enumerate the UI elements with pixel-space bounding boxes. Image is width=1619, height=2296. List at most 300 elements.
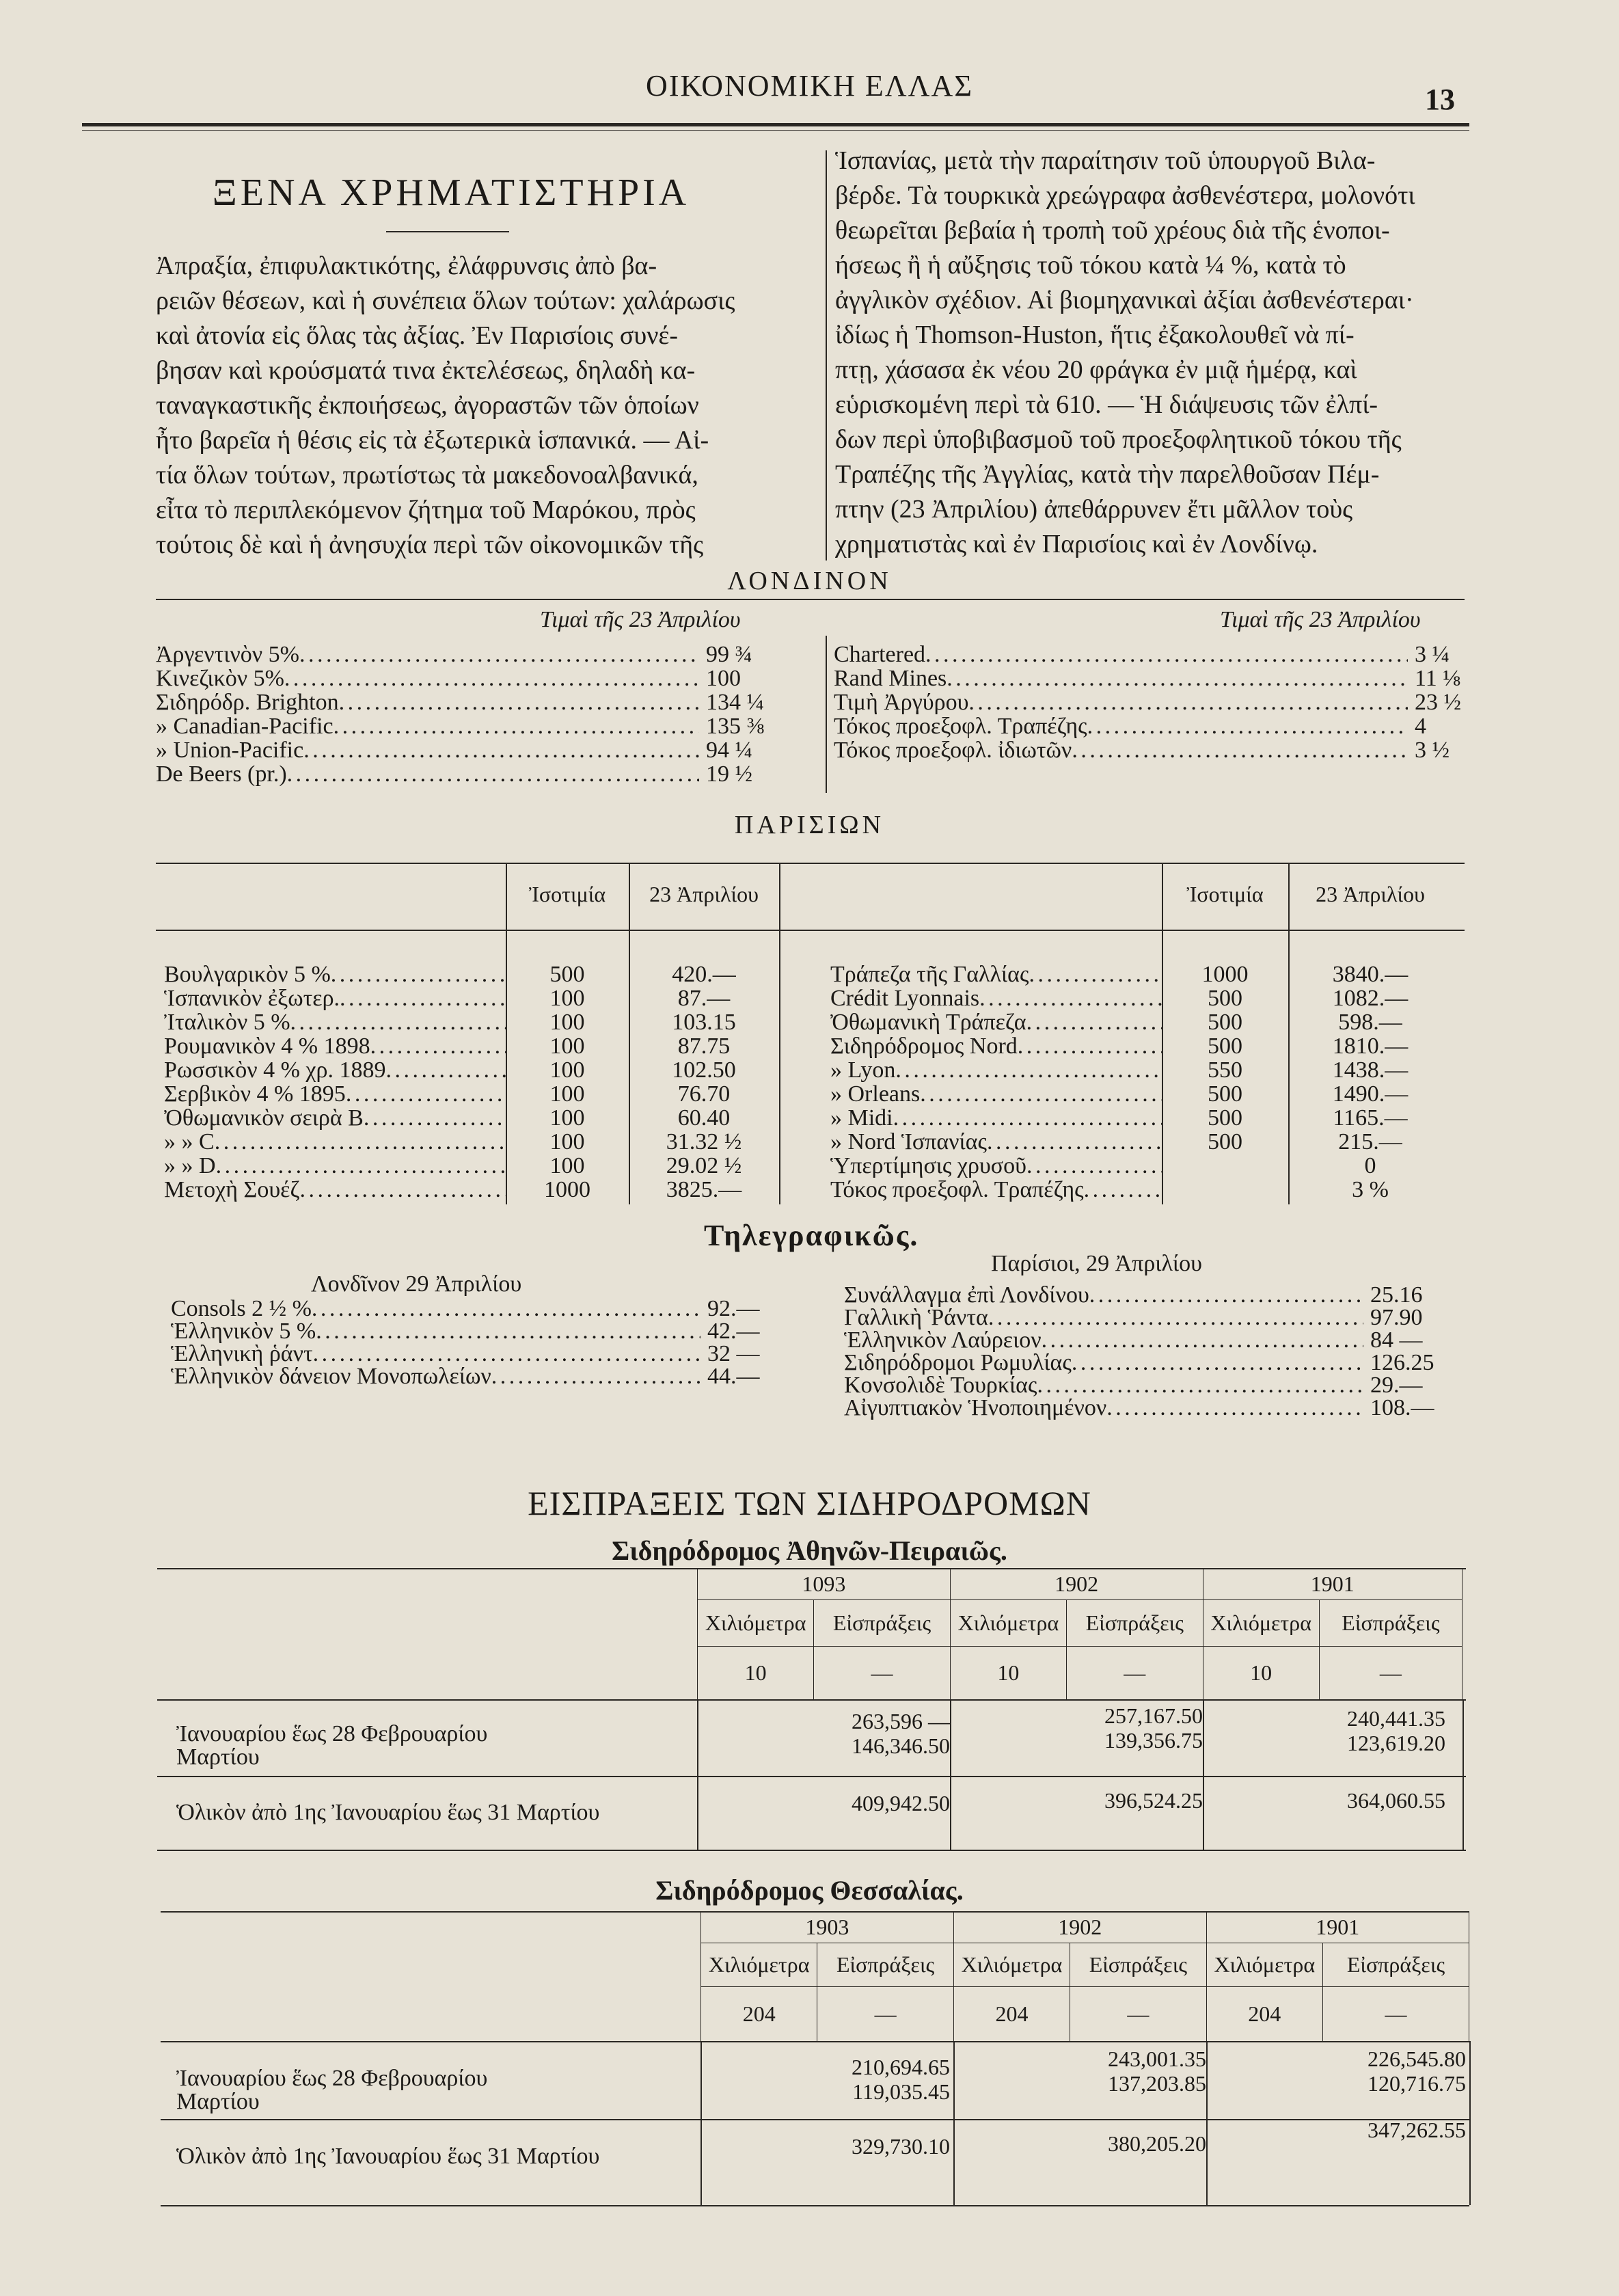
article-text-line: ἰδίως ἡ Thomson-Huston, ἥτις ἐξακολουθεῖ νὰ πί-	[835, 321, 1355, 349]
paris-left-row-par: 100	[549, 1034, 585, 1059]
telegram-london-row	[171, 1320, 786, 1342]
telegram-paris-row-label: Σιδηρόδρομοι Ρωμυλίας	[844, 1350, 1072, 1375]
telegram-paris-row-value: 108.—	[1370, 1395, 1434, 1420]
paris-left-row-price: 60.40	[677, 1105, 731, 1131]
telegram-paris-row-value: 25.16	[1370, 1282, 1423, 1308]
athens-km: 10	[950, 1647, 1066, 1700]
london-right-row	[834, 690, 1462, 714]
athens-col-line	[1203, 1699, 1204, 1850]
dot-leader	[215, 1130, 506, 1154]
athens-col-line	[950, 1699, 951, 1850]
paris-left-row-price: 102.50	[672, 1057, 736, 1083]
telegram-paris-row-label: Ἑλληνικὸν Λαύρειον	[844, 1327, 1042, 1353]
telegram-london-row-label: Ἑλληνικὴ ῥάντ	[171, 1341, 313, 1366]
london-right-row-value: 3 ¼	[1415, 642, 1450, 667]
athens-rule-mid	[157, 1699, 1466, 1701]
london-left-row-label: » Canadian-Pacific	[156, 714, 334, 739]
telegram-paris-row	[844, 1329, 1445, 1351]
paris-right-row-price: 3840.—	[1332, 962, 1409, 987]
athens-rule-total	[157, 1776, 1466, 1777]
telegram-paris-row	[844, 1284, 1445, 1306]
paris-left-row-par: 100	[549, 1129, 585, 1154]
athens-km-header: Χιλιόμετρα	[1203, 1600, 1319, 1647]
telegrams-left-list	[171, 1297, 786, 1388]
telegram-paris-row-value: 97.90	[1370, 1305, 1423, 1330]
label-cell	[830, 1178, 1162, 1202]
thessaly-feb-1902: 243,001.35	[1108, 2047, 1206, 2071]
dot-leader	[1089, 1284, 1363, 1306]
thessaly-col-line	[1206, 2041, 1208, 2205]
london-left-row-value: 135 ⅜	[706, 714, 764, 739]
label-cell	[164, 986, 506, 1010]
thessaly-row-label-mar: Μαρτίου	[176, 2089, 260, 2114]
paris-rule-top	[156, 863, 1465, 864]
telegram-paris-row-value: 84 —	[1370, 1327, 1423, 1353]
london-left-row	[156, 690, 771, 714]
dot-leader	[988, 1306, 1363, 1329]
athens-row-label-mar: Μαρτίου	[176, 1744, 260, 1770]
paris-left-row-label: » » C	[164, 1129, 215, 1154]
paris-right-row-price: 1490.—	[1332, 1081, 1409, 1107]
paris-left-row	[164, 1058, 779, 1082]
london-left-row	[156, 762, 771, 786]
paris-right-row-par: 500	[1208, 1129, 1242, 1154]
dot-leader	[979, 986, 1162, 1010]
london-left-row-value: 99 ¾	[706, 642, 752, 667]
thessaly-rule-bottom	[161, 2205, 1469, 2206]
dot-leader	[1087, 714, 1408, 738]
telegram-paris-row-value: 29.—	[1370, 1373, 1423, 1398]
label-cell	[164, 1010, 506, 1034]
paris-left-row	[164, 1082, 779, 1106]
dot-leader	[312, 1297, 700, 1320]
paris-left-row-label: Σερβικὸν 4 % 1895	[164, 1081, 346, 1107]
dot-leader	[1072, 738, 1408, 762]
paris-left-row	[164, 962, 779, 986]
thessaly-feb-1901: 226,545.80	[1368, 2047, 1466, 2071]
dot-leader	[334, 714, 699, 738]
dot-leader	[1084, 1178, 1162, 1202]
dot-leader	[284, 666, 699, 690]
paris-right-row-par: 500	[1208, 1010, 1242, 1035]
dot-leader	[1106, 1396, 1363, 1419]
thessaly-total-1903: 329,730.10	[852, 2134, 950, 2159]
thessaly-mar-1903: 119,035.45	[852, 2079, 950, 2104]
london-right-row-label: Τόκος προεξοφλ. Τραπέζης	[834, 714, 1087, 739]
label-cell	[164, 1034, 506, 1058]
thessaly-km: 204	[1206, 1987, 1322, 2042]
london-left-row-value: 134 ¼	[706, 690, 764, 715]
paris-left-row-label: Ρουμανικὸν 4 % 1898	[164, 1034, 370, 1059]
label-cell	[830, 1058, 1162, 1082]
paris-right-row-price: 0	[1364, 1153, 1376, 1178]
paris-right-row-price: 1082.—	[1332, 986, 1409, 1011]
athens-railway-title: Σιδηρόδρομος Ἀθηνῶν-Πειραιῶς.	[612, 1535, 1007, 1566]
article-text-line: πτῃ, χάσασα ἐκ νέου 20 φράγκα ἐν μιᾷ ἡμέρᾳ, καὶ	[835, 355, 1357, 384]
dot-leader	[364, 1106, 506, 1130]
label-cell	[830, 1130, 1162, 1154]
telegrams-title: Τηλεγραφικῶς.	[704, 1219, 919, 1252]
dot-leader	[925, 643, 1408, 666]
telegram-london-row-label: Ἑλληνικὸν 5 %	[171, 1319, 316, 1344]
label-cell	[164, 1130, 506, 1154]
dot-leader	[947, 666, 1408, 690]
paris-title: ΠΑΡΙΣΙΩΝ	[734, 811, 885, 839]
paris-right-row-price: 1438.—	[1332, 1057, 1409, 1083]
label-cell	[164, 1082, 506, 1106]
title-ornament	[386, 231, 509, 232]
dot-leader	[370, 1034, 506, 1058]
thessaly-total-1902: 380,205.20	[1108, 2131, 1206, 2156]
article-text-line: χρηματιστὰς καὶ ἐν Παρισίοις καὶ ἐν Λονδίνῳ.	[835, 530, 1318, 558]
dot-leader	[346, 1082, 506, 1106]
telegram-paris-row	[844, 1306, 1445, 1329]
thessaly-mar-1901: 120,716.75	[1368, 2071, 1466, 2096]
article-text-line: ρειῶν θέσεων, καὶ ἡ συνέπεια ὅλων τούτων: χαλάρωσις	[156, 286, 735, 315]
athens-receipts-header: Εἰσπράξεις	[1319, 1600, 1462, 1647]
paris-left-row-label: Μετοχὴ Σουέζ	[164, 1177, 300, 1202]
paris-right-row-label: Ὀθωμανικὴ Τράπεζα	[830, 1010, 1026, 1035]
paris-left-row-price: 29.02 ½	[666, 1153, 742, 1178]
article-text-line: ἀγγλικὸν σχέδιον. Αἱ βιομηχανικαὶ ἀξίαι ἀσθενέστεραι·	[835, 286, 1414, 314]
paris-left-list	[164, 962, 779, 1202]
thessaly-total-label: Ὁλικὸν ἀπὸ 1ης Ἰανουαρίου ἕως 31 Μαρτίου	[176, 2144, 600, 2169]
london-right-row-value: 11 ⅛	[1415, 666, 1460, 691]
paris-col-line	[779, 863, 780, 1204]
dot-leader	[303, 738, 699, 762]
paris-left-row-label: Ἱσπανικὸν ἐξωτερ.	[164, 986, 340, 1011]
telegram-paris-row-label: Γαλλικὴ Ῥάντα	[844, 1305, 988, 1330]
thessaly-total-1901: 347,262.55	[1368, 2118, 1466, 2142]
label-cell	[164, 1058, 506, 1082]
paris-right-row-label: Σιδηρόδρομος Nord	[830, 1034, 1018, 1059]
paris-right-row	[830, 1106, 1452, 1130]
telegram-london-row-label: Consols 2 ½ %	[171, 1296, 312, 1321]
telegram-london-row-value: 44.—	[707, 1364, 760, 1389]
athens-km-header: Χιλιόμετρα	[698, 1600, 814, 1647]
london-right-row-label: Τιμὴ Ἀργύρου	[834, 690, 969, 715]
page-number: 13	[1425, 83, 1455, 116]
telegram-london-row-value: 42.—	[707, 1319, 760, 1344]
telegram-paris-row	[844, 1351, 1445, 1374]
paris-right-row-label: » Lyon	[830, 1057, 896, 1083]
athens-year: 1901	[1203, 1569, 1462, 1600]
london-right-list	[834, 643, 1462, 762]
paris-left-row-price: 3825.—	[666, 1177, 742, 1202]
article-text-line: καὶ ἀτονία εἰς ὅλας τὰς ἀξίας. Ἐν Παρισίοις συνέ-	[156, 321, 679, 350]
paris-right-row	[830, 1034, 1452, 1058]
paris-left-date-header: 23 Ἀπριλίου	[649, 882, 759, 906]
paris-left-row	[164, 1010, 779, 1034]
railways-title: ΕΙΣΠΡΑΞΕΙΣ ΤΩΝ ΣΙΔΗΡΟΔΡΟΜΩΝ	[528, 1484, 1091, 1522]
dot-leader	[1042, 1329, 1363, 1351]
article-text-line: δων περὶ ὑποβιβασμοῦ τοῦ προεξοφλητικοῦ τόκου τῆς	[835, 425, 1402, 454]
athens-rule-bottom	[157, 1850, 1466, 1851]
thessaly-year: 1903	[701, 1912, 954, 1943]
athens-receipts-header: Εἰσπράξεις	[814, 1600, 950, 1647]
paris-left-row-par: 100	[549, 1105, 585, 1131]
thessaly-header-grid	[700, 1911, 1469, 2042]
paris-left-row-label: » » D	[164, 1153, 216, 1178]
paris-left-row-label: Ὀθωμανικὸν σειρὰ Β	[164, 1105, 364, 1131]
london-left-row-value: 100	[706, 666, 741, 691]
paris-left-row-par: 1000	[544, 1177, 590, 1202]
paris-right-row-label: Τράπεζα τῆς Γαλλίας	[830, 962, 1029, 987]
article-text-line: Ἀπραξία, ἐπιφυλακτικότης, ἐλάφρυνσις ἀπὸ βα-	[156, 252, 657, 280]
column-divider	[826, 150, 827, 561]
london-left-row	[156, 666, 771, 690]
athens-km-receipts: —	[1067, 1647, 1203, 1700]
dot-leader	[331, 962, 506, 986]
london-title: ΛΟΝΔΙΝΟΝ	[727, 567, 892, 595]
paris-left-row	[164, 1178, 779, 1202]
london-right-row	[834, 738, 1462, 762]
paris-rule-mid	[156, 930, 1465, 931]
dot-leader	[290, 1010, 506, 1034]
paris-right-par-header: Ἰσοτιμία	[1186, 882, 1264, 906]
paris-left-row-price: 103.15	[672, 1010, 736, 1035]
paris-left-row	[164, 1154, 779, 1178]
london-left-row-label: » Union-Pacific	[156, 738, 304, 763]
athens-km: 10	[698, 1647, 814, 1700]
athens-col-line	[1462, 1699, 1464, 1850]
athens-row-label-feb: Ἰανουαρίου ἕως 28 Φεβρουαρίου	[176, 1721, 488, 1746]
paris-left-row-price: 76.70	[677, 1081, 731, 1107]
athens-km-header: Χιλιόμετρα	[950, 1600, 1066, 1647]
paris-right-row-price: 3 %	[1352, 1177, 1389, 1202]
paris-right-row	[830, 1058, 1452, 1082]
london-right-caption: Τιμαὶ τῆς 23 Ἀπριλίου	[1220, 607, 1421, 632]
london-left-row	[156, 738, 771, 762]
article-text-line: Ἱσπανίας, μετὰ τὴν παραίτησιν τοῦ ὑπουργοῦ Βιλα-	[835, 146, 1376, 175]
paris-right-row-par: 500	[1208, 1081, 1242, 1107]
dot-leader	[1026, 1010, 1162, 1034]
paris-left-row-par: 100	[549, 1010, 585, 1035]
paris-left-row	[164, 1034, 779, 1058]
telegram-paris-row	[844, 1396, 1445, 1419]
athens-km: 10	[1203, 1647, 1319, 1700]
thessaly-rule-mid	[161, 2041, 1469, 2042]
paris-right-row-price: 1165.—	[1333, 1105, 1408, 1131]
header-rule	[82, 123, 1469, 126]
athens-year: 1902	[950, 1569, 1203, 1600]
paris-left-row-label: Ρωσσικὸν 4 % χρ. 1889	[164, 1057, 386, 1083]
thessaly-km-header: Χιλιόμετρα	[701, 1943, 817, 1987]
london-left-row-label: Σιδηρόδρ. Brighton	[156, 690, 339, 715]
paris-left-row-price: 87.75	[677, 1034, 731, 1059]
athens-feb-1902: 257,167.50	[1104, 1703, 1203, 1728]
london-left-row-value: 19 ½	[706, 761, 752, 787]
article-text-line: εἶτα τὸ περιπλεκόμενον ζήτημα τοῦ Μαρόκου, πρὸς	[156, 496, 696, 524]
paris-right-row-price: 598.—	[1338, 1010, 1402, 1035]
telegram-paris-row-label: Κονσολιδὲ Τουρκίας	[844, 1373, 1037, 1398]
athens-total-1902: 396,524.25	[1104, 1788, 1203, 1813]
thessaly-km-header: Χιλιόμετρα	[1206, 1943, 1322, 1987]
dot-leader	[1029, 962, 1162, 986]
thessaly-col-line	[953, 2041, 955, 2205]
london-right-row	[834, 643, 1462, 666]
paris-left-row-par: 100	[549, 1153, 585, 1178]
paris-left-row	[164, 1130, 779, 1154]
paris-right-row-par	[1162, 1178, 1288, 1202]
label-cell	[164, 962, 506, 986]
dot-leader	[968, 690, 1408, 714]
dot-leader	[339, 690, 699, 714]
label-cell	[830, 1106, 1162, 1130]
london-right-row-value: 23 ½	[1415, 690, 1461, 715]
paris-right-row-price: 215.—	[1338, 1129, 1402, 1154]
article-text-line: Τραπέζης τῆς Ἀγγλίας, κατὰ τὴν παρελθοῦσαν Πέμ-	[835, 460, 1380, 489]
thessaly-km-receipts: —	[1322, 1987, 1469, 2042]
paris-right-row-label: Τόκος προεξοφλ. Τραπέζης	[830, 1177, 1084, 1202]
article-title: ΞΕΝΑ ΧΡΗΜΑΤΙΣΤΗΡΙΑ	[212, 172, 690, 214]
thessaly-year: 1901	[1206, 1912, 1469, 1943]
paris-left-row-par: 100	[549, 1057, 585, 1083]
article-text-line: τία ὅλων τούτων, πρωτίστως τὰ μακεδονοαλβανικά,	[156, 461, 698, 489]
article-left-column	[156, 249, 812, 563]
article-right-column	[835, 144, 1467, 562]
athens-mar-1902: 139,356.75	[1104, 1728, 1203, 1753]
paris-right-row	[830, 962, 1452, 986]
label-cell	[830, 962, 1162, 986]
article-text-line: βησαν καὶ κρούσματά τινα ἐκτελέσεως, δηλαδὴ κα-	[156, 356, 696, 385]
athens-total-1901: 364,060.55	[1347, 1788, 1445, 1813]
london-left-row-label: De Beers (pr.)	[156, 761, 287, 787]
page-header-title: ΟΙΚΟΝΟΜΙΚΗ ΕΛΛΑΣ	[646, 69, 973, 103]
thessaly-mar-1902: 137,203.85	[1108, 2071, 1206, 2096]
telegram-london-row	[171, 1342, 786, 1365]
dot-leader	[895, 1058, 1162, 1082]
telegram-london-row-label: Ἑλληνικὸν δάνειον Μονοπωλείων	[171, 1364, 491, 1389]
telegram-paris-row-value: 126.25	[1370, 1350, 1434, 1375]
paris-left-row-par: 500	[549, 962, 585, 987]
paris-right-row-par: 1000	[1201, 962, 1249, 987]
label-cell	[830, 1082, 1162, 1106]
london-right-row-value: 3 ½	[1415, 738, 1450, 763]
thessaly-receipts-header: Εἰσπράξεις	[817, 1943, 953, 1987]
thessaly-km: 204	[953, 1987, 1070, 2042]
label-cell	[830, 1010, 1162, 1034]
dot-leader	[1018, 1034, 1162, 1058]
label-cell	[164, 1178, 506, 1202]
thessaly-km-receipts: —	[817, 1987, 953, 2042]
telegram-london-row-value: 32 —	[707, 1341, 760, 1366]
article-text-line: ἦτο βαρεῖα ἡ θέσις εἰς τὰ ἐξωτερικὰ ἱσπανικά. — Αἰ-	[156, 426, 709, 455]
header-rule-thin	[82, 130, 1469, 131]
paris-left-row-price: 420.—	[672, 962, 736, 987]
telegram-paris-row-label: Συνάλλαγμα ἐπὶ Λονδίνου	[844, 1282, 1089, 1308]
telegrams-paris-caption: Παρίσιοι, 29 Ἀπριλίου	[991, 1251, 1202, 1276]
paris-left-row-label: Βουλγαρικὸν 5 %	[164, 962, 331, 987]
paris-right-row	[830, 1082, 1452, 1106]
label-cell	[830, 986, 1162, 1010]
telegram-london-row	[171, 1365, 786, 1388]
dot-leader	[287, 762, 699, 786]
athens-mar-1903: 146,346.50	[852, 1733, 950, 1758]
thessaly-col-line	[700, 2041, 702, 2205]
paris-right-row	[830, 1178, 1452, 1202]
article-text-line: πτην (23 Ἀπριλίου) ἀπεθάρρυνεν ἔτι μᾶλλον τοὺς	[835, 495, 1353, 524]
paris-left-row	[164, 1106, 779, 1130]
dot-leader	[987, 1130, 1162, 1154]
london-right-row-label: Rand Mines	[834, 666, 947, 691]
athens-header-grid	[697, 1568, 1462, 1700]
paris-left-row-label: Ἰταλικὸν 5 %	[164, 1010, 290, 1035]
thessaly-railway-title: Σιδηρόδρομος Θεσσαλίας.	[655, 1875, 964, 1906]
paris-right-date-header: 23 Ἀπριλίου	[1316, 882, 1425, 906]
label-cell	[830, 1154, 1162, 1178]
athens-km-receipts: —	[814, 1647, 950, 1700]
london-left-row-label: Ἀργεντινὸν 5%	[156, 642, 299, 667]
dot-leader	[313, 1342, 700, 1365]
paris-right-row-par: 500	[1208, 1034, 1242, 1059]
article-text-line: θεωρεῖται βεβαία ἡ τροπὴ τοῦ χρέους διὰ τῆς ἑνοποι-	[835, 216, 1390, 245]
athens-total-label: Ὁλικὸν ἀπὸ 1ης Ἰανουαρίου ἕως 31 Μαρτίου	[176, 1800, 600, 1825]
athens-km-receipts: —	[1319, 1647, 1462, 1700]
thessaly-col-line	[1469, 2041, 1471, 2205]
london-right-row	[834, 666, 1462, 690]
athens-year: 1093	[698, 1569, 951, 1600]
london-left-row-value: 94 ¼	[706, 738, 752, 763]
london-left-row	[156, 643, 771, 666]
article-text-line: ήσεως ἢ ἡ αὔξησις τοῦ τόκου κατὰ ¼ %, κατὰ τὸ	[835, 251, 1346, 280]
dot-leader	[340, 986, 506, 1010]
london-left-row-label: Κινεζικὸν 5%	[156, 666, 284, 691]
paris-left-row	[164, 986, 779, 1010]
telegrams-right-list	[844, 1284, 1445, 1419]
thessaly-feb-1903: 210,694.65	[852, 2055, 950, 2079]
telegram-london-row-value: 92.—	[707, 1296, 760, 1321]
london-right-row-label: Τόκος προεξοφλ. ἰδιωτῶν	[834, 738, 1072, 763]
paris-left-row-price: 87.—	[677, 986, 731, 1011]
paris-right-row-par: 550	[1208, 1057, 1242, 1083]
dot-leader	[385, 1058, 506, 1082]
paris-right-row-par: 500	[1208, 986, 1242, 1011]
london-right-row-label: Chartered	[834, 642, 926, 667]
paris-right-row	[830, 1010, 1452, 1034]
paris-left-row-price: 31.32 ½	[666, 1129, 742, 1154]
thessaly-km: 204	[701, 1987, 817, 2042]
athens-feb-1903: 263,596 —	[852, 1709, 950, 1733]
paris-right-row-par: 500	[1208, 1105, 1242, 1131]
thessaly-year: 1902	[953, 1912, 1206, 1943]
athens-receipts-header: Εἰσπράξεις	[1067, 1600, 1203, 1647]
thessaly-receipts-header: Εἰσπράξεις	[1322, 1943, 1469, 1987]
article-text-line: εὑρισκομένη περὶ τὰ 610. — Ἡ διάψευσις τῶν ἐλπί-	[835, 390, 1378, 419]
paris-left-row-par: 100	[549, 986, 585, 1011]
paris-left-par-header: Ἰσοτιμία	[528, 882, 606, 906]
paris-right-row	[830, 986, 1452, 1010]
athens-total-1903: 409,942.50	[852, 1791, 950, 1815]
paris-right-row	[830, 1130, 1452, 1154]
dot-leader	[491, 1365, 700, 1388]
dot-leader	[920, 1082, 1162, 1106]
paris-right-row	[830, 1154, 1452, 1178]
dot-leader	[1037, 1374, 1363, 1396]
athens-mar-1901: 123,619.20	[1347, 1731, 1445, 1755]
label-cell	[830, 1034, 1162, 1058]
dot-leader	[1072, 1351, 1363, 1374]
paris-right-row-par	[1162, 1154, 1288, 1178]
paris-right-row-label: Ὑπερτίμησις χρυσοῦ	[830, 1153, 1026, 1178]
thessaly-rule-total	[161, 2119, 1469, 2120]
london-left-list	[156, 643, 771, 786]
paris-right-row-price: 1810.—	[1332, 1034, 1409, 1059]
thessaly-km-receipts: —	[1070, 1987, 1206, 2042]
athens-col-line	[697, 1699, 698, 1850]
dot-leader	[299, 643, 699, 666]
london-right-row-value: 4	[1415, 714, 1426, 739]
